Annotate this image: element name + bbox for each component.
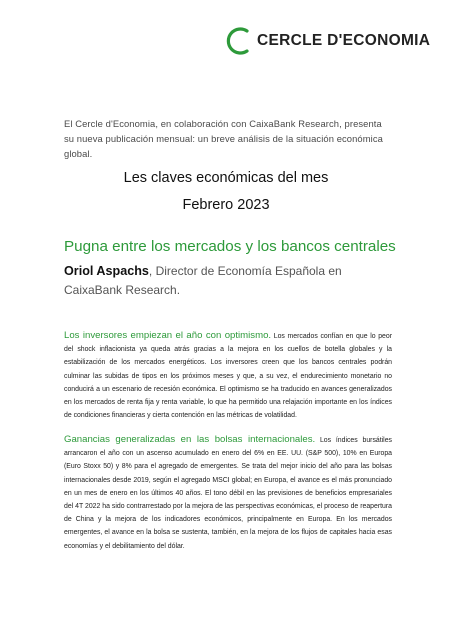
author-name: Oriol Aspachs	[64, 264, 149, 278]
section-lead: Los inversores empiezan el año con optimismo.	[64, 330, 272, 341]
byline	[64, 262, 394, 300]
logo-arc-icon	[226, 26, 252, 56]
brand-logo	[226, 26, 430, 56]
section-body: Los mercados confían en que lo peor del shock inflacionista ya queda atrás gracias a la mejora en los cuellos de botella globales y la estabilización de los mercados energéticos. Los inversores creen que los bancos centrales podrán culminar las subidas de tipos en los próximos meses y que, a su vez, el endurecimiento monetario no conducirá a un escenario de recesión económica. El optimismo se ha traducido en avances generalizados en los mercados de renta fija y renta variable, lo que ha permitido una relajación importante en los índices de condiciones financieras y cierta contención en las métricas de volatilidad.	[64, 333, 393, 420]
article-title: Pugna entre los mercados y los bancos centrales	[64, 238, 396, 255]
section-lead: Ganancias generalizadas en las bolsas internacionales.	[64, 434, 316, 445]
brand-name: CERCLE D'ECONOMIA	[257, 32, 431, 49]
report-title: Les claves económicas del mes	[123, 170, 329, 186]
report-date: Febrero 2023	[182, 197, 270, 213]
intro-text: El Cercle d'Economia, en colaboración con CaixaBank Research, presenta su nueva publicación mensual: un breve análisis de la situación económica global.	[64, 118, 383, 159]
section-body: Los índices bursátiles arrancaron el año con un ascenso acumulado en enero del 6% en EE. UU. (S&P 500), 10% en Europa (Euro Stoxx 50) y 8% para el agregado de emergentes. Se trata del mejor inicio del año para las bolsas internacionales desde 2019, según el agregado MSCI global; en Europa, el avance es el más pronunciado en un mes de enero en los últimos 40 años. El tono débil en las previsiones de beneficios empresariales del 4T 2022 ha sido contrarrestado por la mejora de las perspectivas económicas, el proceso de reapertura de China y la mejora de los indicadores económicos, principalmente en Europa. En los mercados emergentes, el avance en la bolsa se sustenta, también, en la mejora de los flujos de capitales hacia esas economías y el debilitamiento del dólar.	[64, 437, 392, 550]
section-paragraph	[64, 329, 392, 422]
section-paragraph	[64, 433, 392, 553]
author-role: , Director de Economía Española en CaixaBank Research.	[64, 264, 342, 297]
